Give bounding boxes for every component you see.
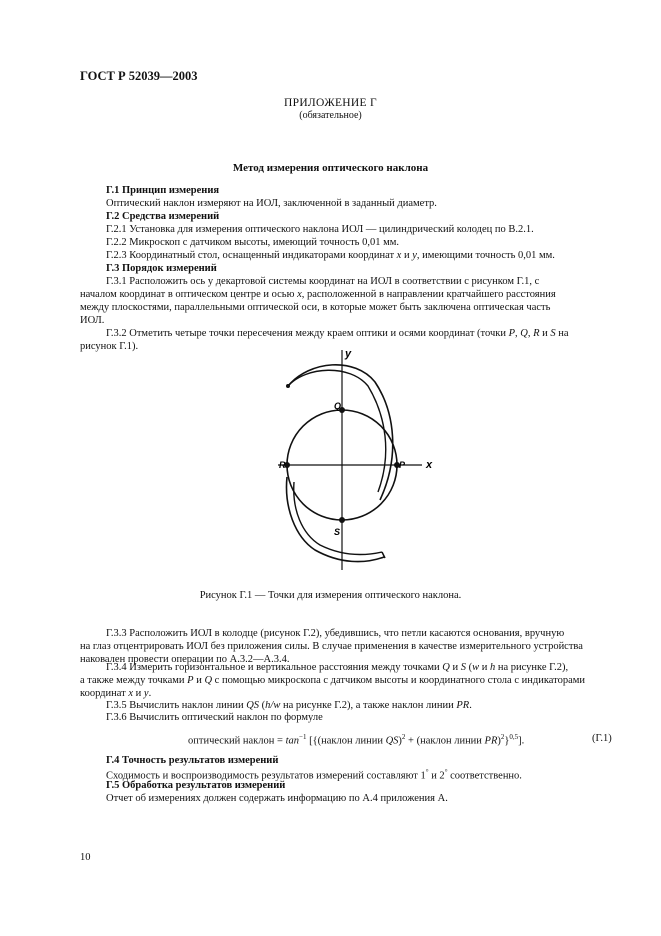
para-g33-line-2: на глаз отцентрировать ИОЛ без приложения силы. В случае применения в качестве измерительного устройства: [80, 641, 583, 652]
section-g5-text: Отчет об измерениях должен содержать информацию по А.4 приложения А.: [106, 793, 448, 804]
para-g33-line-1: Г.3.3 Расположить ИОЛ в колодце (рисунок Г.2), убедившись, что петли касаются основания, вручную: [106, 628, 565, 639]
document-header: ГОСТ Р 52039—2003: [80, 69, 198, 83]
para-g34-line-3: координат x и y.: [80, 688, 152, 699]
section-g1-text: Оптический наклон измеряют на ИОЛ, заключенной в заданный диаметр.: [106, 198, 437, 209]
appendix-title: ПРИЛОЖЕНИЕ Г: [284, 97, 377, 109]
main-title: Метод измерения оптического наклона: [232, 162, 429, 174]
formula-number: (Г.1): [592, 733, 612, 744]
label-p: P: [399, 460, 406, 470]
figure-g1: [260, 342, 440, 572]
section-g2-heading: Г.2 Средства измерений: [106, 211, 220, 222]
label-r: R: [279, 460, 286, 470]
para-g32-line-1: Г.3.2 Отметить четыре точки пересечения между краем оптики и осями координат (точки P, Q, R и S на: [106, 328, 569, 339]
point-s: [339, 517, 345, 523]
para-g31-line-2: началом координат в оптическом центре и осью x, расположенной в направлении кратчайшего расстояния: [80, 289, 556, 300]
upper-haptic-inner: [288, 370, 386, 492]
section-g4-heading: Г.4 Точность результатов измерений: [106, 755, 279, 766]
page-number: 10: [80, 852, 91, 863]
para-g31-line-3: между плоскостями, параллельными оптической оси, в которые может быть заключена оптическая часть: [80, 302, 551, 313]
label-s: S: [334, 527, 341, 537]
section-g5-heading: Г.5 Обработка результатов измерений: [106, 780, 286, 791]
para-g34-line-1: Г.3.4 Измерить горизонтальное и вертикальное расстояния между точками Q и S (w и h на рисунке Г.2),: [106, 662, 569, 673]
section-g1-heading: Г.1 Принцип измерения: [106, 185, 220, 196]
figure-caption: Рисунок Г.1 — Точки для измерения оптического наклона.: [199, 590, 462, 601]
formula-g1: оптический наклон = $\tan^{-1}$ [{(наклон линии QS)$^2$ + (наклон линии PR)$^2$}$^{0,5}$].: [188, 733, 525, 747]
label-y: y: [345, 348, 352, 360]
section-g4-text: Сходимость и воспроизводимость результатов измерений составляют 1° и 2° соответственно.: [106, 768, 522, 782]
section-g2-item-3: Г.2.3 Координатный стол, оснащенный индикаторами координат x и y, имеющими точность 0,01 мм.: [106, 250, 555, 261]
section-g2-item-2: Г.2.2 Микроскоп с датчиком высоты, имеющий точность 0,01 мм.: [106, 237, 400, 248]
para-g35: Г.3.5 Вычислить наклон линии QS (h/w на рисунке Г.2), а также наклон линии PR.: [106, 700, 472, 711]
upper-haptic-outer: [288, 365, 393, 500]
para-g36: Г.3.6 Вычислить оптический наклон по формуле: [106, 712, 323, 723]
para-g31-line-4: ИОЛ.: [80, 315, 105, 326]
label-x: x: [426, 459, 433, 471]
para-g32-line-2: рисунок Г.1).: [80, 341, 139, 352]
appendix-subtitle: (обязательное): [299, 110, 362, 121]
para-g31-line-1: Г.3.1 Расположить ось у декартовой системы координат на ИОЛ в соответствии с рисунком Г.1, с: [106, 276, 540, 287]
section-g3-heading: Г.3 Порядок измерений: [106, 263, 217, 274]
label-q: Q: [334, 401, 342, 411]
para-g33-line-3: наковален провести операции по А.3.2—А.3.4.: [80, 654, 290, 665]
para-g34-line-2: а также между точками P и Q с помощью микроскопа с датчиком высоты и координатного стола с индикаторами: [80, 675, 586, 686]
section-g2-item-1: Г.2.1 Установка для измерения оптического наклона ИОЛ — цилиндрический колодец по В.2.1.: [106, 224, 534, 235]
